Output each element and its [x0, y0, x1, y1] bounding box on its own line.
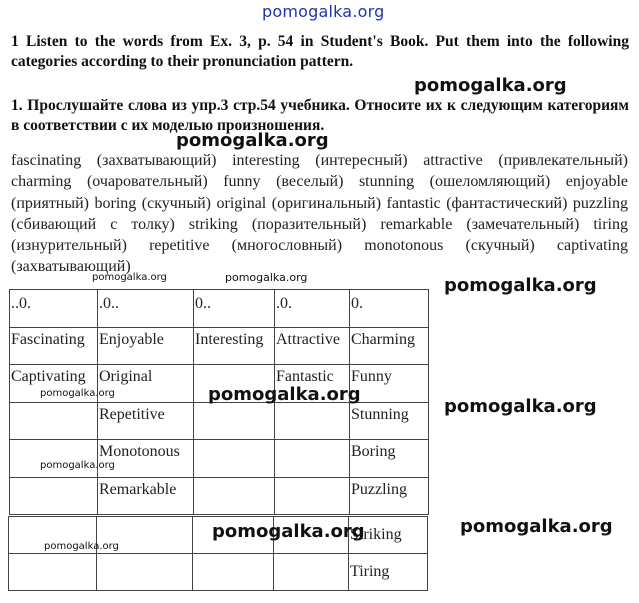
watermark: pomogalka.org — [225, 271, 308, 284]
watermark: pomogalka.org — [44, 541, 119, 552]
watermark: pomogalka.org — [40, 460, 115, 471]
table-cell — [193, 554, 274, 591]
table-cell — [194, 477, 275, 515]
watermark: pomogalka.org — [208, 384, 361, 405]
table-header-cell: ..0. — [10, 290, 98, 328]
table-cell: Striking — [349, 517, 428, 554]
table-row — [10, 402, 429, 440]
table-cell: Repetitive — [98, 402, 194, 440]
table-cell: Interesting — [194, 327, 275, 365]
table-header-cell: .0.. — [98, 290, 194, 328]
table-cell: Puzzling — [350, 477, 429, 515]
table-cell: Attractive — [275, 327, 350, 365]
watermark: pomogalka.org — [40, 388, 115, 399]
watermark: pomogalka.org — [444, 275, 597, 296]
table-header-row — [10, 290, 429, 328]
table-cell: Fascinating — [10, 327, 98, 365]
watermark: pomogalka.org — [460, 516, 613, 537]
table-cell — [275, 402, 350, 440]
table-cell: Charming — [350, 327, 429, 365]
table-cell — [194, 402, 275, 440]
table-cell: Funny — [350, 365, 429, 403]
table-cell: Monotonous — [98, 440, 194, 478]
table-row — [9, 554, 428, 591]
table-cell: Fantastic — [275, 365, 350, 403]
table-cell — [275, 477, 350, 515]
table-cell — [97, 554, 193, 591]
watermark: pomogalka.org — [414, 75, 567, 96]
table-header-cell: 0.. — [194, 290, 275, 328]
table-cell: Captivating — [10, 365, 98, 403]
watermark: pomogalka.org — [92, 272, 167, 283]
table-cell: Remarkable — [98, 477, 194, 515]
table-cell — [274, 554, 349, 591]
watermark: pomogalka.org — [212, 521, 365, 542]
table-cell — [9, 554, 97, 591]
table-cell — [10, 440, 98, 478]
task-heading-russian: 1. Прослушайте слова из упр.3 стр.54 учебника. Относите их к следующим категориям в соответствии с их моделью произношения. — [11, 97, 629, 134]
table-cell: Enjoyable — [98, 327, 194, 365]
table-header-cell: 0. — [350, 290, 429, 328]
task-heading-english: 1 Listen to the words from Ex. 3, p. 54 in Student's Book. Put them into the following categories according to their pronunciation pattern. — [11, 33, 629, 70]
table-row — [10, 327, 429, 365]
table-cell: Tiring — [349, 554, 428, 591]
table-row — [10, 440, 429, 478]
word-list: fascinating (захватывающий) interesting (интересный) attractive (привлекательный) charming (очаровательный) funny (веселый) stunning (ошеломляющий) enjoyable (приятный) boring (скучный) original (оригинальный) fantastic (фантастический) puzzling (сбивающий с толку) striking (поразительный) remarkable (замечательный) tiring (изнурительный) repetitive (многословный) monotonous (скучный) captivating (захватывающий) — [11, 152, 628, 276]
watermark-top: pomogalka.org — [262, 2, 385, 21]
table-cell — [10, 402, 98, 440]
table-cell — [194, 440, 275, 478]
watermark: pomogalka.org — [176, 130, 329, 151]
table-cell — [10, 477, 98, 515]
table-header-cell: .0. — [275, 290, 350, 328]
table-cell: Stunning — [350, 402, 429, 440]
watermark: pomogalka.org — [444, 396, 597, 417]
table-row — [10, 477, 429, 515]
table-cell: Boring — [350, 440, 429, 478]
table-cell — [275, 440, 350, 478]
table-cell: Original — [98, 365, 194, 403]
